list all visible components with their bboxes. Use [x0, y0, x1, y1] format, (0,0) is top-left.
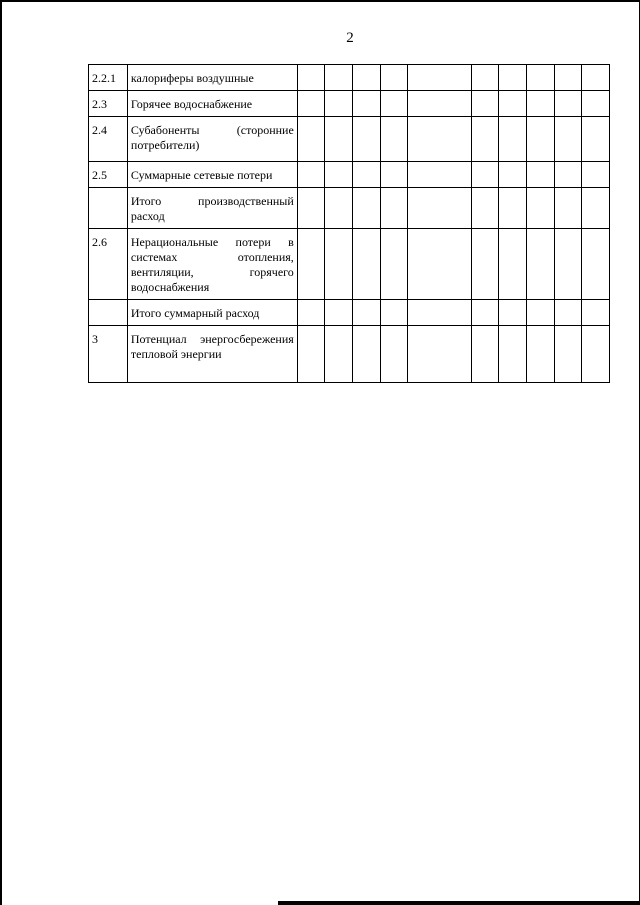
value-cell: [554, 162, 582, 188]
value-cell: [325, 117, 353, 162]
value-cell: [471, 229, 499, 300]
value-cell: [325, 326, 353, 383]
value-cell: [471, 188, 499, 229]
value-cell: [527, 229, 555, 300]
page-number: 2: [346, 30, 354, 46]
row-name: Горячее водоснабжение: [127, 91, 297, 117]
value-cell: [582, 326, 610, 383]
value-cell: [471, 326, 499, 383]
row-number: 2.2.1: [89, 65, 128, 91]
row-name: Потенциал энергосбережения тепловой энергии: [127, 326, 297, 383]
value-cell: [380, 117, 408, 162]
value-cell: [408, 326, 471, 383]
table-row: [89, 188, 610, 229]
value-cell: [582, 188, 610, 229]
row-number: [89, 300, 128, 326]
value-cell: [582, 229, 610, 300]
table-body: [89, 65, 610, 383]
value-cell: [527, 162, 555, 188]
value-cell: [353, 162, 381, 188]
value-cell: [554, 300, 582, 326]
value-cell: [408, 300, 471, 326]
table-row: [89, 326, 610, 383]
value-cell: [527, 326, 555, 383]
value-cell: [527, 188, 555, 229]
value-cell: [554, 188, 582, 229]
value-cell: [582, 65, 610, 91]
row-name: Итого суммарный расход: [127, 300, 297, 326]
row-number: 2.5: [89, 162, 128, 188]
scan-border-bottom: [278, 901, 640, 905]
value-cell: [499, 300, 527, 326]
value-cell: [499, 91, 527, 117]
value-cell: [554, 117, 582, 162]
row-name: калориферы воздушные: [127, 65, 297, 91]
value-cell: [554, 65, 582, 91]
value-cell: [297, 326, 325, 383]
value-cell: [527, 117, 555, 162]
value-cell: [353, 229, 381, 300]
value-cell: [380, 65, 408, 91]
value-cell: [380, 91, 408, 117]
table-row: [89, 229, 610, 300]
value-cell: [297, 65, 325, 91]
value-cell: [297, 229, 325, 300]
row-number: 2.4: [89, 117, 128, 162]
value-cell: [554, 91, 582, 117]
value-cell: [499, 188, 527, 229]
value-cell: [527, 91, 555, 117]
value-cell: [297, 300, 325, 326]
value-cell: [380, 229, 408, 300]
value-cell: [471, 65, 499, 91]
value-cell: [353, 188, 381, 229]
value-cell: [353, 65, 381, 91]
value-cell: [471, 91, 499, 117]
value-cell: [297, 117, 325, 162]
value-cell: [380, 188, 408, 229]
value-cell: [527, 300, 555, 326]
value-cell: [325, 162, 353, 188]
value-cell: [582, 117, 610, 162]
value-cell: [380, 300, 408, 326]
value-cell: [582, 91, 610, 117]
table-row: [89, 117, 610, 162]
value-cell: [499, 326, 527, 383]
value-cell: [325, 300, 353, 326]
value-cell: [527, 65, 555, 91]
value-cell: [353, 326, 381, 383]
row-name: Нерациональные потери в системах отопления, вентиляции, горячего водоснабжения: [127, 229, 297, 300]
table-row: [89, 162, 610, 188]
value-cell: [408, 188, 471, 229]
scan-border-top: [0, 0, 640, 2]
value-cell: [325, 65, 353, 91]
row-number: 2.6: [89, 229, 128, 300]
value-cell: [325, 91, 353, 117]
row-number: 2.3: [89, 91, 128, 117]
table-row: [89, 65, 610, 91]
value-cell: [408, 117, 471, 162]
value-cell: [408, 65, 471, 91]
value-cell: [353, 91, 381, 117]
value-cell: [325, 188, 353, 229]
value-cell: [297, 188, 325, 229]
value-cell: [554, 326, 582, 383]
value-cell: [499, 162, 527, 188]
value-cell: [582, 162, 610, 188]
value-cell: [297, 162, 325, 188]
table-row: [89, 91, 610, 117]
value-cell: [297, 91, 325, 117]
value-cell: [499, 117, 527, 162]
value-cell: [471, 162, 499, 188]
value-cell: [408, 162, 471, 188]
value-cell: [408, 229, 471, 300]
value-cell: [471, 117, 499, 162]
value-cell: [353, 117, 381, 162]
value-cell: [499, 229, 527, 300]
table-row: [89, 300, 610, 326]
row-number: [89, 188, 128, 229]
value-cell: [408, 91, 471, 117]
scan-border-left: [0, 0, 2, 905]
value-cell: [353, 300, 381, 326]
value-cell: [380, 326, 408, 383]
row-name: Суммарные сетевые потери: [127, 162, 297, 188]
energy-balance-table: [88, 64, 610, 383]
value-cell: [554, 229, 582, 300]
value-cell: [582, 300, 610, 326]
value-cell: [325, 229, 353, 300]
row-number: 3: [89, 326, 128, 383]
row-name: Субабоненты (сторонние потребители): [127, 117, 297, 162]
row-name: Итого производственный расход: [127, 188, 297, 229]
value-cell: [380, 162, 408, 188]
value-cell: [471, 300, 499, 326]
value-cell: [499, 65, 527, 91]
